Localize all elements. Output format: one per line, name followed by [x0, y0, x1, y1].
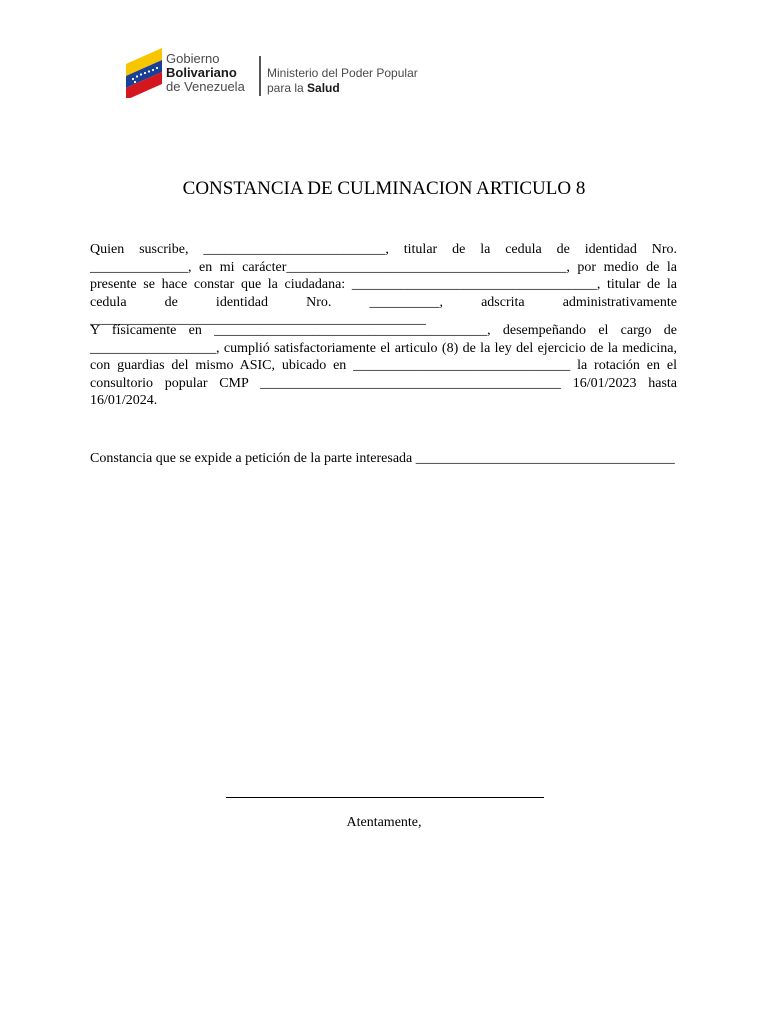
government-name: [166, 52, 245, 94]
venezuela-flag-logo-icon: [124, 46, 166, 98]
ministry-line2: [267, 81, 418, 96]
ministry-line2-prefix: para la: [267, 81, 308, 95]
document-title: CONSTANCIA DE CULMINACION ARTICULO 8: [182, 178, 586, 199]
gov-line3: de Venezuela: [166, 79, 245, 94]
closing-text: Atentamente,: [346, 815, 422, 830]
ministry-line1: Ministerio del Poder Popular: [267, 66, 418, 80]
header-divider: [259, 56, 261, 96]
letterhead: [124, 44, 444, 100]
paragraph-rotation: Y físicamente en _______________________________________, desempeñando el cargo de __________________, cumplió satisfactoriamente el articulo (8) de la ley del ejercicio de la medicina, con guardias del mismo ASIC, ubicado en _______________________________ la rotación en el consultorio popular CMP ___________________________________________ 16/01/2023 hasta 16/01/2024.: [90, 323, 677, 408]
gov-line1: Gobierno: [166, 51, 220, 66]
ministry-line2-bold: Salud: [307, 81, 340, 95]
gov-line2: Bolivariano: [166, 65, 237, 80]
paragraph-request: Constancia que se expide a petición de la parte interesada _____________________________________: [90, 451, 675, 466]
paragraph-identification: Quien suscribe, __________________________, titular de la cedula de identidad Nro. ______________, en mi carácter________________________________________, por medio de la presente se hace constar que la ciudadana: ___________________________________, titular de la cedula de identidad Nro. __________, adscrita administrativamente ________________________________________________: [90, 242, 677, 327]
signature-line: [226, 797, 544, 798]
ministry-name: [267, 66, 418, 96]
